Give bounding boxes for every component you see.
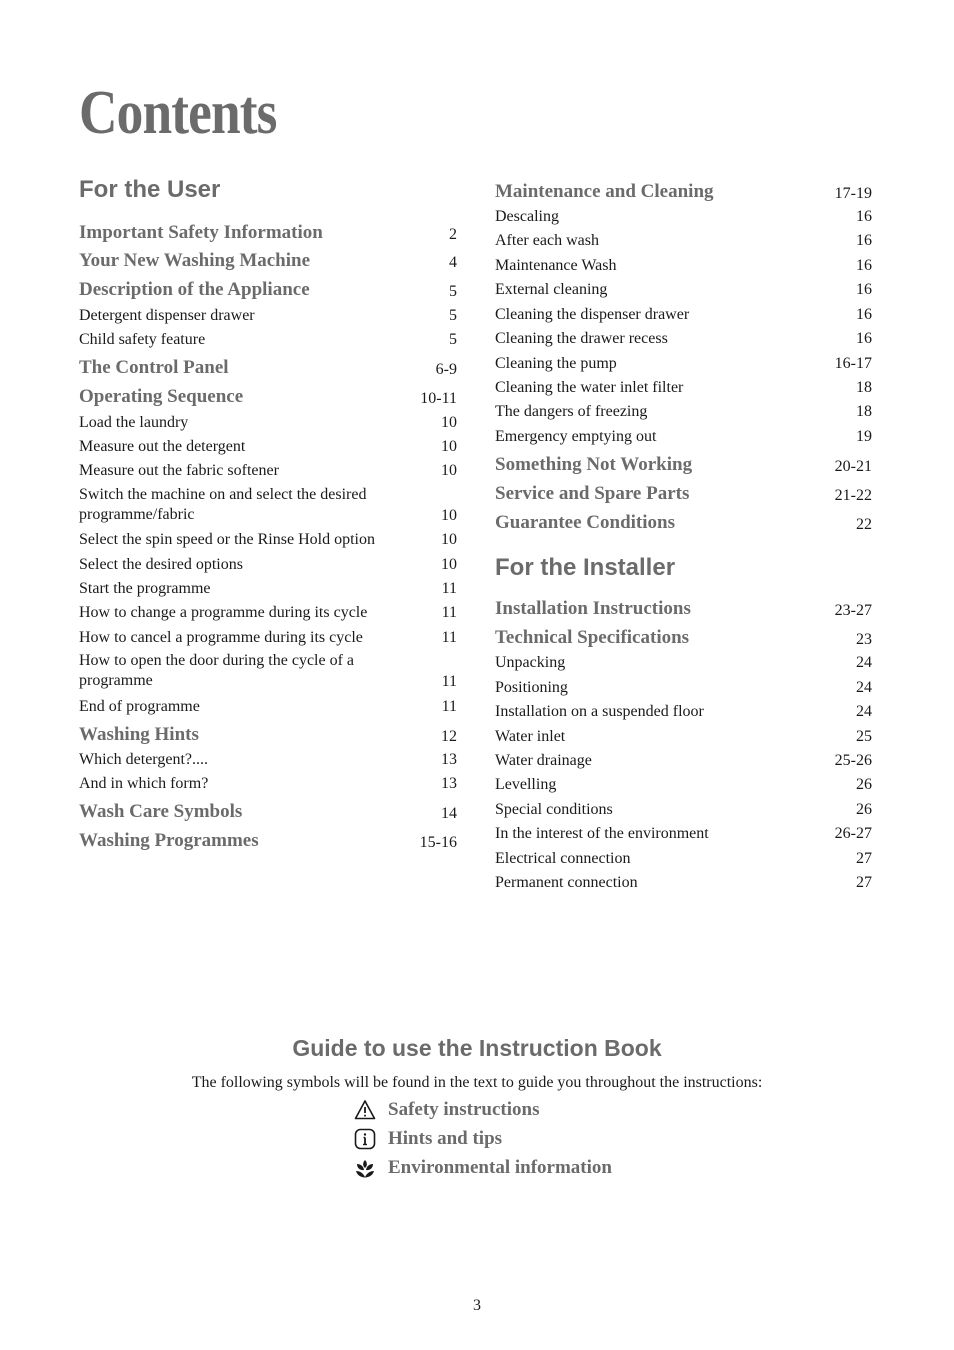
symbol-label: Safety instructions [388,1099,540,1120]
toc-entry-page: 10 [441,414,457,431]
toc-entry[interactable] [495,627,872,649]
toc-entry-page: 18 [856,379,872,396]
toc-entry[interactable] [79,386,457,408]
toc-entry-title: Switch the machine on and select the desired programme/fabric [79,486,367,523]
toc-entry-title: After each wash [495,232,599,249]
toc-entry-title: Measure out the fabric softener [79,462,279,479]
toc-entry[interactable] [79,329,457,349]
toc-entry-title: Special conditions [495,801,613,818]
toc-entry[interactable] [495,677,872,697]
toc-entry-page: 10 [441,438,457,455]
toc-entry-page: 23 [856,631,872,648]
toc-entry-page: 11 [441,698,457,715]
toc-entry-title: Child safety feature [79,331,206,348]
toc-entry[interactable] [79,485,457,525]
symbol-label: Hints and tips [388,1128,503,1149]
toc-entry-title: Description of the Appliance [79,279,310,300]
toc-entry-page: 13 [441,775,457,792]
toc-entry-page: 10 [441,531,457,548]
toc-entry[interactable] [79,651,457,691]
toc-entry-title: Emergency emptying out [495,428,657,445]
toc-entry[interactable] [79,279,457,301]
toc-entry-page: 2 [449,226,457,243]
toc-entry[interactable] [495,328,872,348]
toc-entry-title: Water inlet [495,728,566,745]
toc-entry-page: 26 [856,801,872,818]
toc-entry-page: 13 [441,751,457,768]
toc-entry-title: Start the programme [79,580,211,597]
toc-entry-page: 10-11 [420,390,457,407]
toc-entry[interactable] [79,830,457,852]
toc-entry-title: Load the laundry [79,414,189,431]
toc-entry[interactable] [495,304,872,324]
toc-entry-title: Something Not Working [495,454,693,475]
toc-entry-title: Cleaning the dispenser drawer [495,306,690,323]
section-heading-installer: For the Installer [495,554,676,581]
toc-entry[interactable] [79,529,457,549]
toc-entry[interactable] [495,401,872,421]
toc-entry[interactable] [495,512,872,534]
toc-entry[interactable] [495,799,872,819]
toc-entry-page: 11 [441,673,457,690]
toc-entry[interactable] [79,412,457,432]
toc-entry-title: Operating Sequence [79,386,244,407]
toc-entry-title: Descaling [495,208,559,225]
toc-entry-title: Cleaning the drawer recess [495,330,668,347]
toc-entry[interactable] [495,652,872,672]
toc-entry-title: External cleaning [495,281,608,298]
guide-description: The following symbols will be found in the text to guide you throughout the instructions: [191,1074,763,1091]
toc-entry-page: 4 [449,254,457,271]
toc-entry[interactable] [495,598,872,620]
toc-entry[interactable] [495,353,872,373]
toc-entry-title: Positioning [495,679,568,696]
toc-entry-page: 21-22 [834,487,872,504]
toc-entry[interactable] [495,377,872,397]
toc-entry[interactable] [79,696,457,716]
toc-entry[interactable] [79,357,457,379]
toc-entry-title: Which detergent?.... [79,751,208,768]
toc-entry[interactable] [79,250,457,272]
toc-entry[interactable] [495,750,872,770]
toc-entry-title: Wash Care Symbols [79,801,243,822]
toc-entry-page: 11 [441,629,457,646]
toc-entry-title: Water drainage [495,752,592,769]
toc-entry[interactable] [495,230,872,250]
toc-entry[interactable] [495,823,872,843]
toc-entry-page: 17-19 [834,185,872,202]
toc-entry-page: 26-27 [834,825,872,842]
toc-entry-page: 20-21 [834,458,872,475]
toc-entry[interactable] [495,454,872,476]
leaf-icon [354,1157,376,1179]
toc-entry-page: 15-16 [419,834,457,851]
toc-entry-page: 19 [856,428,872,445]
toc-entry[interactable] [495,872,872,892]
toc-entry-title: Levelling [495,776,557,793]
toc-entry-page: 16 [856,257,872,274]
toc-entry-title: Washing Programmes [79,830,259,851]
toc-entry[interactable] [495,848,872,868]
toc-entry[interactable] [495,255,872,275]
toc-entry-page: 16 [856,281,872,298]
toc-entry-page: 5 [449,283,457,300]
toc-entry-title: End of programme [79,698,200,715]
toc-entry[interactable] [495,726,872,746]
toc-entry-page: 10 [441,462,457,479]
page-title: Contents [79,79,277,147]
toc-entry[interactable] [79,749,457,769]
toc-entry-title: The dangers of freezing [495,403,648,420]
guide-title: Guide to use the Instruction Book [292,1035,662,1061]
toc-entry-title: Electrical connection [495,850,631,867]
toc-entry-title: Measure out the detergent [79,438,246,455]
toc-entry[interactable] [495,206,872,226]
page-number: 3 [473,1297,481,1314]
toc-entry-page: 16 [856,330,872,347]
toc-entry[interactable] [79,801,457,823]
toc-entry-page: 6-9 [435,361,457,378]
toc-entry-title: Installation Instructions [495,598,691,619]
toc-entry-page: 16-17 [834,355,872,372]
toc-entry-title: In the interest of the environment [495,825,709,842]
toc-entry[interactable] [79,627,457,647]
toc-entry-title: Important Safety Information [79,222,323,243]
toc-entry-page: 24 [856,703,872,720]
toc-entry[interactable] [495,181,872,203]
toc-entry-title: Cleaning the pump [495,355,617,372]
toc-entry-title: Unpacking [495,654,566,671]
toc-entry-page: 27 [856,874,872,891]
toc-entry[interactable] [495,483,872,505]
toc-entry-page: 10 [441,507,457,524]
toc-entry-page: 25-26 [834,752,872,769]
toc-entry-page: 27 [856,850,872,867]
warning-triangle-icon [354,1099,376,1121]
toc-entry[interactable] [79,460,457,480]
toc-entry-title: How to cancel a programme during its cycle [79,629,363,646]
toc-entry[interactable] [79,436,457,456]
toc-entry-title: How to change a programme during its cycle [79,604,368,621]
toc-entry[interactable] [79,305,457,325]
toc-entry-title: And in which form? [79,775,209,792]
toc-entry-page: 11 [441,580,457,597]
toc-entry[interactable] [495,701,872,721]
toc-entry-title: Cleaning the water inlet filter [495,379,684,396]
toc-entry[interactable] [79,578,457,598]
toc-entry-page: 12 [441,728,457,745]
toc-entry-page: 14 [441,805,457,822]
toc-entry-page: 24 [856,654,872,671]
toc-entry-page: 10 [441,556,457,573]
info-icon [354,1128,376,1150]
toc-entry-page: 22 [856,516,872,533]
toc-entry-page: 5 [449,307,457,324]
toc-entry[interactable] [79,222,457,244]
toc-entry-page: 16 [856,208,872,225]
toc-entry-page: 26 [856,776,872,793]
toc-entry-title: Select the desired options [79,556,243,573]
toc-entry-title: Technical Specifications [495,627,690,648]
toc-entry[interactable] [79,773,457,793]
toc-entry-page: 25 [856,728,872,745]
toc-entry[interactable] [79,554,457,574]
toc-entry[interactable] [495,426,872,446]
toc-entry-title: Maintenance and Cleaning [495,181,714,202]
toc-entry-title: Detergent dispenser drawer [79,307,255,324]
toc-entry[interactable] [79,724,457,746]
toc-entry-page: 23-27 [834,602,872,619]
toc-entry-title: Installation on a suspended floor [495,703,704,720]
section-heading-user: For the User [79,176,221,203]
toc-entry-title: Maintenance Wash [495,257,617,274]
toc-entry[interactable] [495,774,872,794]
toc-entry-title: Guarantee Conditions [495,512,675,533]
toc-entry-page: 18 [856,403,872,420]
toc-entry-page: 16 [856,232,872,249]
toc-entry-title: Select the spin speed or the Rinse Hold option [79,531,375,548]
toc-entry-title: Service and Spare Parts [495,483,690,504]
toc-entry-page: 11 [441,604,457,621]
toc-entry-page: 16 [856,306,872,323]
toc-entry-title: Permanent connection [495,874,638,891]
toc-entry-page: 24 [856,679,872,696]
toc-entry-title: Washing Hints [79,724,199,745]
symbol-label: Environmental information [388,1157,612,1178]
toc-entry-title: Your New Washing Machine [79,250,311,271]
toc-entry[interactable] [495,279,872,299]
toc-entry-page: 5 [449,331,457,348]
toc-entry-title: How to open the door during the cycle of a programme [79,652,355,689]
toc-entry[interactable] [79,602,457,622]
toc-entry-title: The Control Panel [79,357,229,378]
